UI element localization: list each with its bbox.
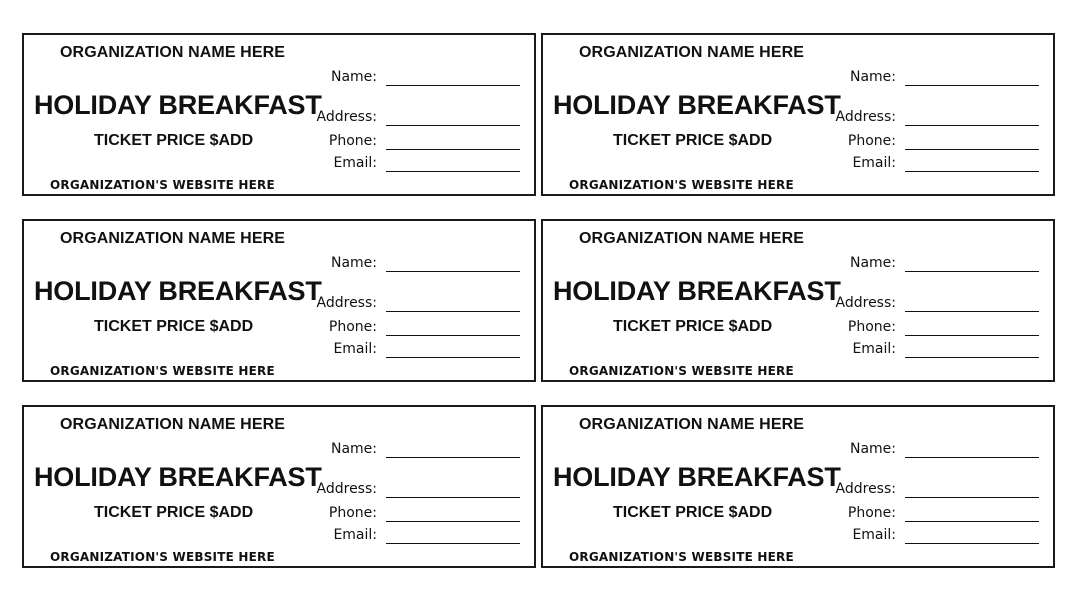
address-label: Address: bbox=[316, 295, 377, 311]
phone-label: Phone: bbox=[847, 319, 896, 335]
email-field-line[interactable] bbox=[905, 171, 1039, 172]
ticket-4 bbox=[541, 219, 1055, 382]
phone-field-line[interactable] bbox=[905, 149, 1039, 150]
name-label: Name: bbox=[849, 441, 896, 457]
organization-website: ORGANIZATION'S WEBSITE HERE bbox=[569, 178, 794, 192]
name-field-line[interactable] bbox=[386, 457, 520, 458]
phone-field-line[interactable] bbox=[386, 521, 520, 522]
ticket-price: TICKET PRICE $ADD bbox=[613, 318, 773, 335]
name-label: Name: bbox=[849, 69, 896, 85]
address-label: Address: bbox=[835, 109, 896, 125]
email-field-line[interactable] bbox=[905, 357, 1039, 358]
ticket-5 bbox=[22, 405, 536, 568]
phone-label: Phone: bbox=[328, 133, 377, 149]
event-title: HOLIDAY BREAKFAST bbox=[553, 462, 841, 492]
ticket-price: TICKET PRICE $ADD bbox=[613, 504, 773, 521]
email-label: Email: bbox=[852, 155, 896, 171]
phone-field-line[interactable] bbox=[905, 521, 1039, 522]
address-field-line[interactable] bbox=[386, 311, 520, 312]
ticket-1 bbox=[22, 33, 536, 196]
name-field-line[interactable] bbox=[905, 271, 1039, 272]
email-field-line[interactable] bbox=[386, 357, 520, 358]
ticket-6 bbox=[541, 405, 1055, 568]
event-title: HOLIDAY BREAKFAST bbox=[34, 90, 322, 120]
email-label: Email: bbox=[852, 341, 896, 357]
address-field-line[interactable] bbox=[905, 311, 1039, 312]
address-label: Address: bbox=[835, 295, 896, 311]
email-label: Email: bbox=[333, 527, 377, 543]
organization-name: ORGANIZATION NAME HERE bbox=[579, 416, 805, 433]
event-title: HOLIDAY BREAKFAST bbox=[34, 462, 322, 492]
address-field-line[interactable] bbox=[905, 125, 1039, 126]
organization-name: ORGANIZATION NAME HERE bbox=[579, 230, 805, 247]
ticket-2 bbox=[541, 33, 1055, 196]
name-field-line[interactable] bbox=[386, 85, 520, 86]
organization-name: ORGANIZATION NAME HERE bbox=[579, 44, 805, 61]
address-field-line[interactable] bbox=[905, 497, 1039, 498]
organization-website: ORGANIZATION'S WEBSITE HERE bbox=[569, 364, 794, 378]
organization-name: ORGANIZATION NAME HERE bbox=[60, 416, 286, 433]
ticket-price: TICKET PRICE $ADD bbox=[94, 132, 254, 149]
name-field-line[interactable] bbox=[905, 457, 1039, 458]
name-label: Name: bbox=[330, 255, 377, 271]
phone-label: Phone: bbox=[328, 319, 377, 335]
email-field-line[interactable] bbox=[905, 543, 1039, 544]
email-label: Email: bbox=[333, 341, 377, 357]
phone-label: Phone: bbox=[328, 505, 377, 521]
phone-field-line[interactable] bbox=[386, 335, 520, 336]
address-field-line[interactable] bbox=[386, 497, 520, 498]
event-title: HOLIDAY BREAKFAST bbox=[34, 276, 322, 306]
name-field-line[interactable] bbox=[905, 85, 1039, 86]
address-label: Address: bbox=[835, 481, 896, 497]
phone-label: Phone: bbox=[847, 133, 896, 149]
email-label: Email: bbox=[852, 527, 896, 543]
ticket-price: TICKET PRICE $ADD bbox=[94, 504, 254, 521]
organization-website: ORGANIZATION'S WEBSITE HERE bbox=[50, 178, 275, 192]
organization-website: ORGANIZATION'S WEBSITE HERE bbox=[569, 550, 794, 564]
address-label: Address: bbox=[316, 481, 377, 497]
name-field-line[interactable] bbox=[386, 271, 520, 272]
email-label: Email: bbox=[333, 155, 377, 171]
email-field-line[interactable] bbox=[386, 171, 520, 172]
organization-website: ORGANIZATION'S WEBSITE HERE bbox=[50, 550, 275, 564]
organization-name: ORGANIZATION NAME HERE bbox=[60, 44, 286, 61]
phone-field-line[interactable] bbox=[386, 149, 520, 150]
name-label: Name: bbox=[849, 255, 896, 271]
phone-label: Phone: bbox=[847, 505, 896, 521]
event-title: HOLIDAY BREAKFAST bbox=[553, 276, 841, 306]
email-field-line[interactable] bbox=[386, 543, 520, 544]
organization-website: ORGANIZATION'S WEBSITE HERE bbox=[50, 364, 275, 378]
address-field-line[interactable] bbox=[386, 125, 520, 126]
ticket-price: TICKET PRICE $ADD bbox=[94, 318, 254, 335]
phone-field-line[interactable] bbox=[905, 335, 1039, 336]
event-title: HOLIDAY BREAKFAST bbox=[553, 90, 841, 120]
organization-name: ORGANIZATION NAME HERE bbox=[60, 230, 286, 247]
address-label: Address: bbox=[316, 109, 377, 125]
name-label: Name: bbox=[330, 441, 377, 457]
ticket-price: TICKET PRICE $ADD bbox=[613, 132, 773, 149]
name-label: Name: bbox=[330, 69, 377, 85]
ticket-3 bbox=[22, 219, 536, 382]
